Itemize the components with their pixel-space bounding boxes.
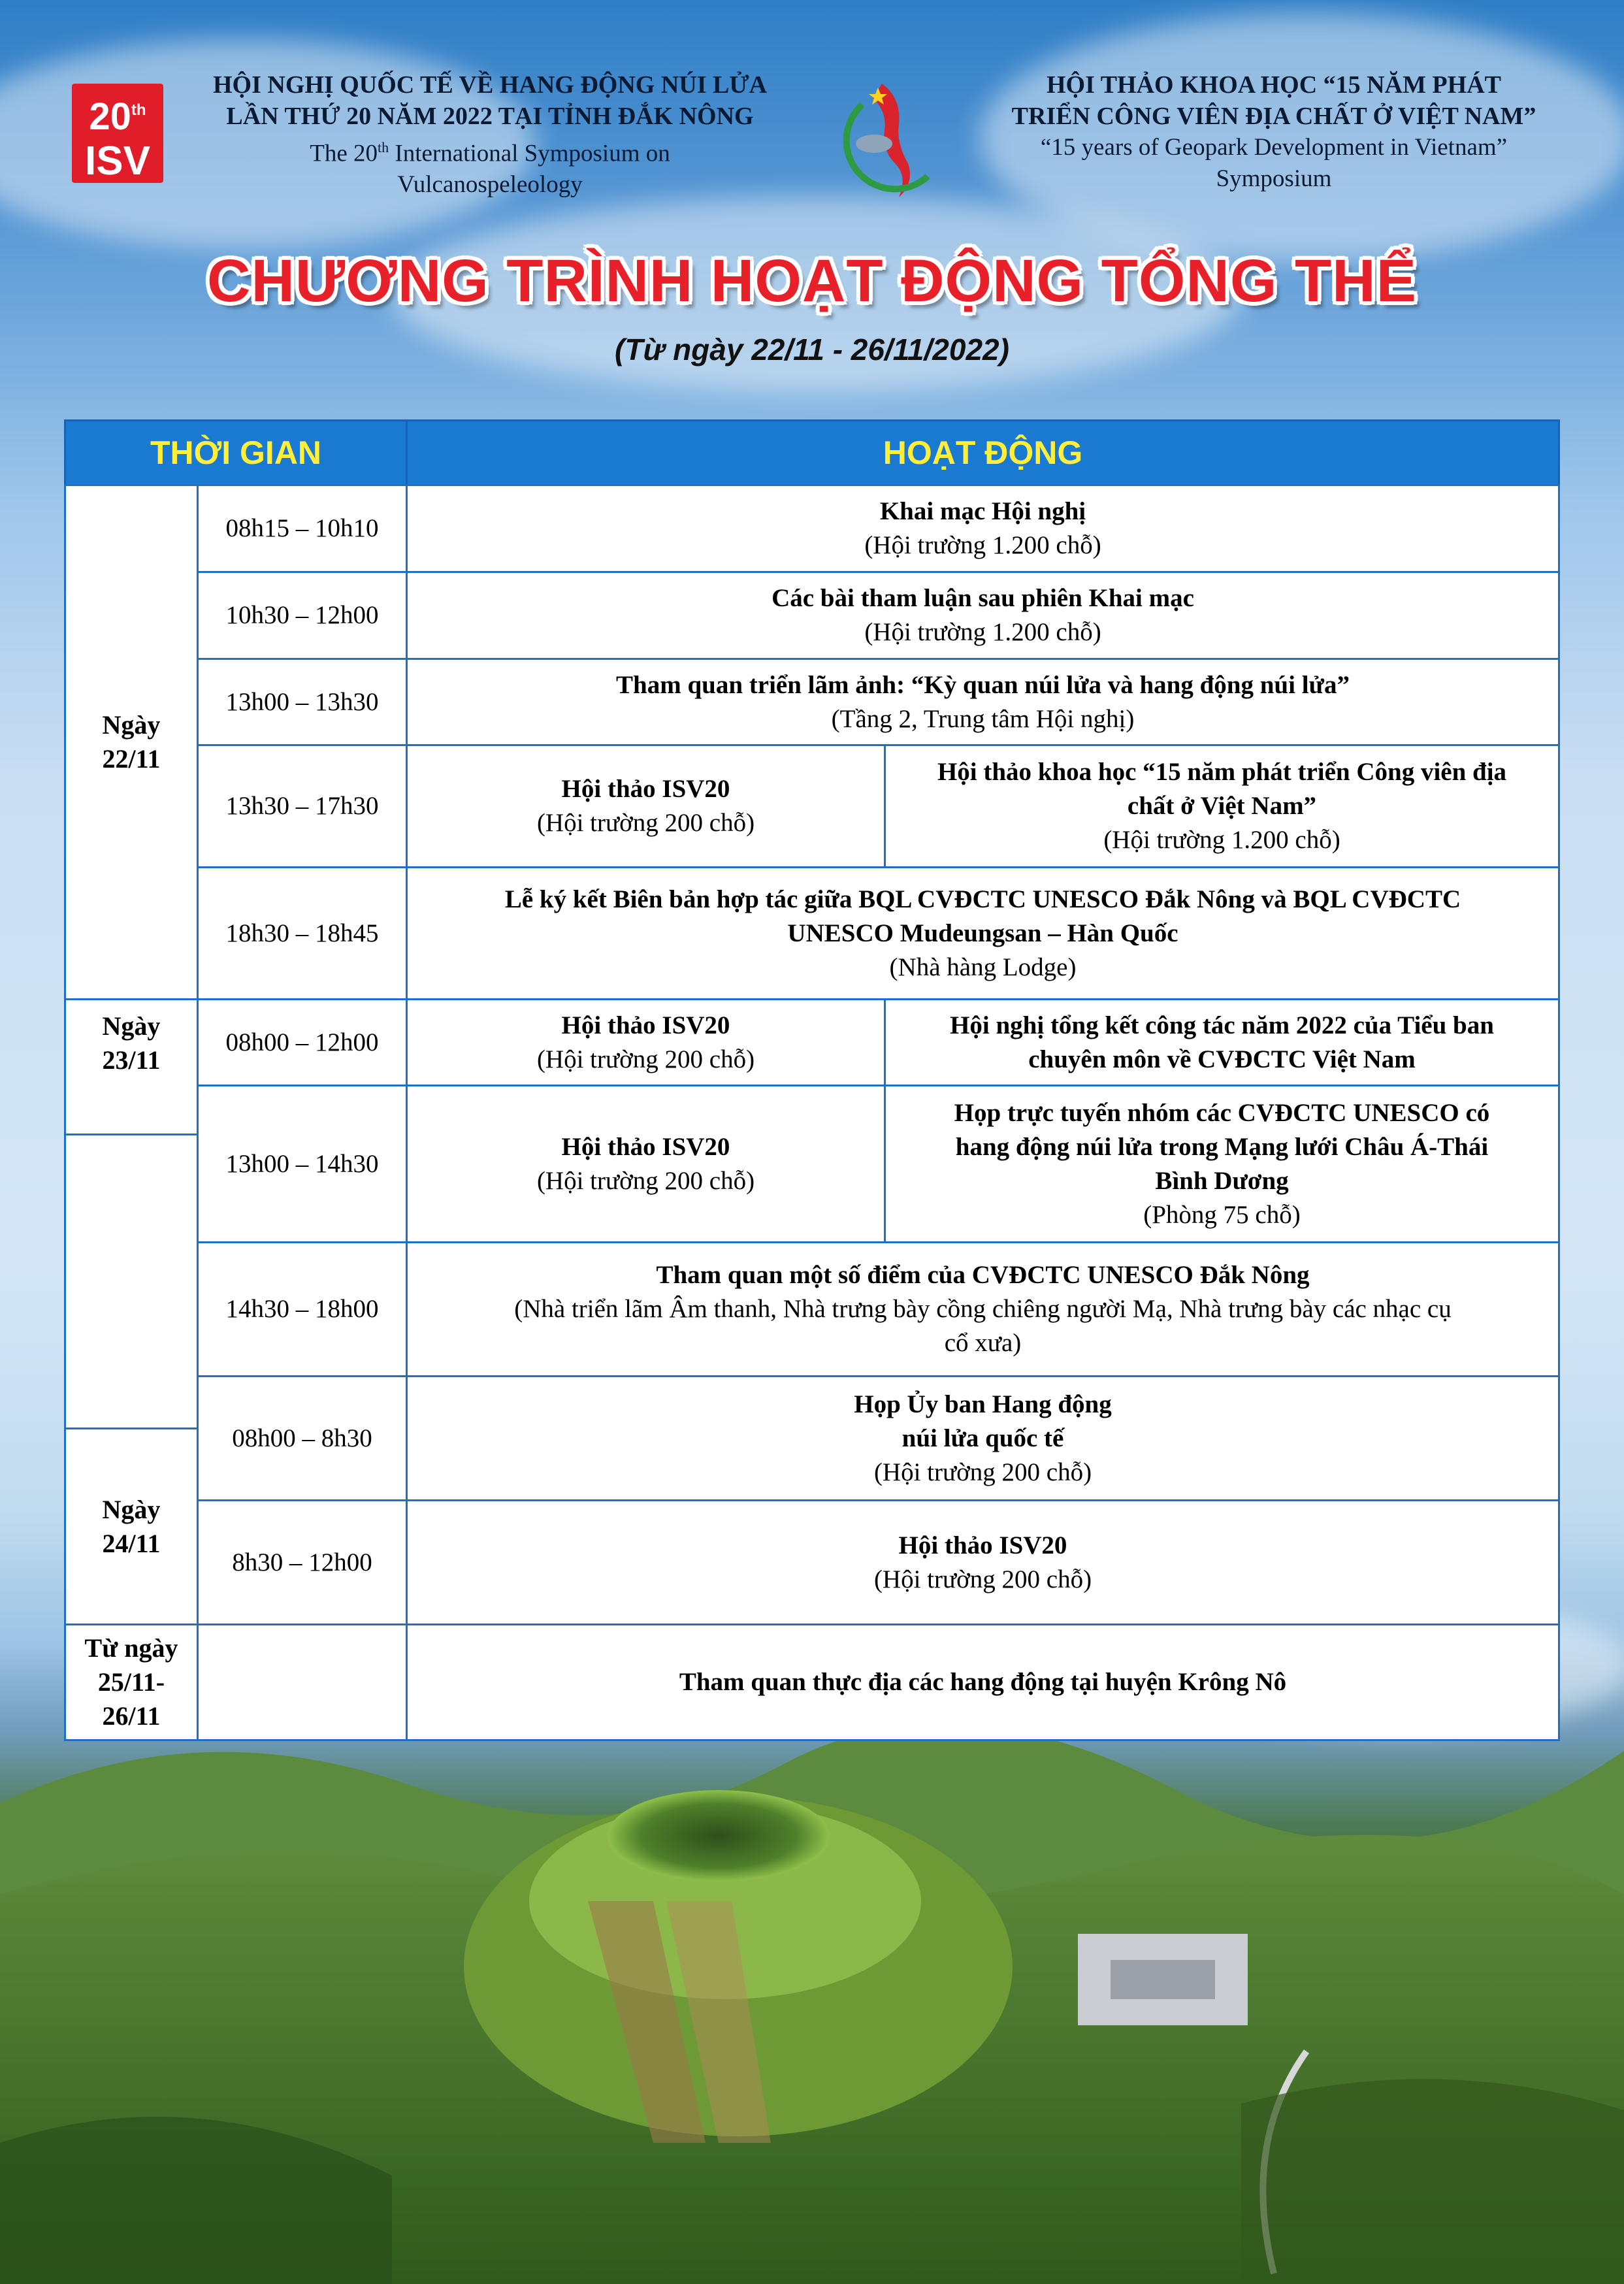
- activity-cell-right: Hội nghị tổng kết công tác năm 2022 của Tiểu ban chuyên môn về CVĐCTC Việt Nam: [884, 998, 1560, 1086]
- header-left-line4: Vulcanospeleology: [397, 171, 583, 199]
- activity-cell: Các bài tham luận sau phiên Khai mạc (Hội trường 1.200 chỗ): [406, 571, 1560, 660]
- logo-sup: th: [131, 101, 146, 119]
- time-cell: 13h00 – 14h30: [197, 1085, 408, 1243]
- logo-number: 20: [89, 95, 131, 138]
- time-cell: 8h30 – 12h00: [197, 1499, 408, 1625]
- activity-cell-left: Hội thảo ISV20 (Hội trường 200 chỗ): [406, 1085, 886, 1243]
- column-header-time: THỜI GIAN: [64, 419, 408, 486]
- activity-cell: Họp Ủy ban Hang động núi lửa quốc tế (Hội trường 200 chỗ): [406, 1375, 1560, 1501]
- time-cell: 13h00 – 13h30: [197, 658, 408, 746]
- activity-cell: Tham quan triển lãm ảnh: “Kỳ quan núi lửa và hang động núi lửa” (Tầng 2, Trung tâm Hội nghị): [406, 658, 1560, 746]
- activity-cell-left: Hội thảo ISV20 (Hội trường 200 chỗ): [406, 998, 886, 1086]
- header-right: [928, 69, 1620, 195]
- day-cell-25-26-11: Từ ngày 25/11- 26/11: [64, 1623, 199, 1741]
- geopark-map-logo: [836, 78, 941, 203]
- header-right-line1: HỘI THẢO KHOA HỌC “15 NĂM PHÁT: [1046, 71, 1501, 99]
- day-cell-24-11: Ngày 24/11: [64, 1428, 199, 1625]
- activity-cell: Hội thảo ISV20 (Hội trường 200 chỗ): [406, 1499, 1560, 1625]
- schedule-table: [64, 419, 1560, 1731]
- header-right-line3: “15 years of Geopark Development in Vietnam”: [1040, 134, 1508, 161]
- time-cell: [197, 1623, 408, 1741]
- activity-cell: Tham quan thực địa các hang động tại huyện Krông Nô: [406, 1623, 1560, 1741]
- header-right-line4: Symposium: [1216, 165, 1332, 192]
- day-cell-22-11: Ngày 22/11: [64, 484, 199, 1000]
- activity-cell: Khai mạc Hội nghị (Hội trường 1.200 chỗ): [406, 484, 1560, 573]
- column-header-activity: HOẠT ĐỘNG: [406, 419, 1560, 486]
- activity-cell-right: Hội thảo khoa học “15 năm phát triển Công viên địa chất ở Việt Nam” (Hội trường 1.200 chỗ): [884, 744, 1560, 868]
- header-left-line3: The 20th International Symposium on: [310, 139, 670, 167]
- time-cell: 08h15 – 10h10: [197, 484, 408, 573]
- activity-cell: Tham quan một số điểm của CVĐCTC UNESCO Đắk Nông (Nhà triển lãm Âm thanh, Nhà trưng bày cồng chiêng người Mạ, Nhà trưng bày các nhạc cụ cổ xưa): [406, 1241, 1560, 1377]
- header-left-line1: HỘI NGHỊ QUỐC TẾ VỀ HANG ĐỘNG NÚI LỬA: [212, 71, 768, 99]
- header-right-line2: TRIỂN CÔNG VIÊN ĐỊA CHẤT Ở VIỆT NAM”: [1011, 103, 1536, 130]
- logo-label: ISV: [85, 139, 150, 184]
- time-cell: 18h30 – 18h45: [197, 866, 408, 1000]
- time-cell: 14h30 – 18h00: [197, 1241, 408, 1377]
- page-title: CHƯƠNG TRÌNH HOẠT ĐỘNG TỔNG THỂ: [207, 248, 1417, 314]
- time-cell: 13h30 – 17h30: [197, 744, 408, 868]
- time-cell: 10h30 – 12h00: [197, 571, 408, 660]
- page-subtitle: (Từ ngày 22/11 - 26/11/2022): [615, 333, 1009, 367]
- activity-cell-right: Họp trực tuyến nhóm các CVĐCTC UNESCO có hang động núi lửa trong Mạng lưới Châu Á-Thái Bình Dương (Phòng 75 chỗ): [884, 1085, 1560, 1243]
- time-cell: 08h00 – 8h30: [197, 1375, 408, 1501]
- time-cell: 08h00 – 12h00: [197, 998, 408, 1086]
- day-cell-23-11-continued: [64, 1134, 199, 1429]
- header-left-line2: LẦN THỨ 20 NĂM 2022 TẠI TỈNH ĐẮK NÔNG: [226, 103, 754, 130]
- volcano-landscape: [0, 1686, 1624, 2284]
- isv-logo: [72, 84, 163, 183]
- header-left: [176, 69, 804, 201]
- activity-cell: Lễ ký kết Biên bản hợp tác giữa BQL CVĐCTC UNESCO Đắk Nông và BQL CVĐCTC UNESCO Mudeungsan – Hàn Quốc (Nhà hàng Lodge): [406, 866, 1560, 1000]
- activity-cell-left: Hội thảo ISV20 (Hội trường 200 chỗ): [406, 744, 886, 868]
- day-cell-23-11: Ngày 23/11: [64, 998, 199, 1135]
